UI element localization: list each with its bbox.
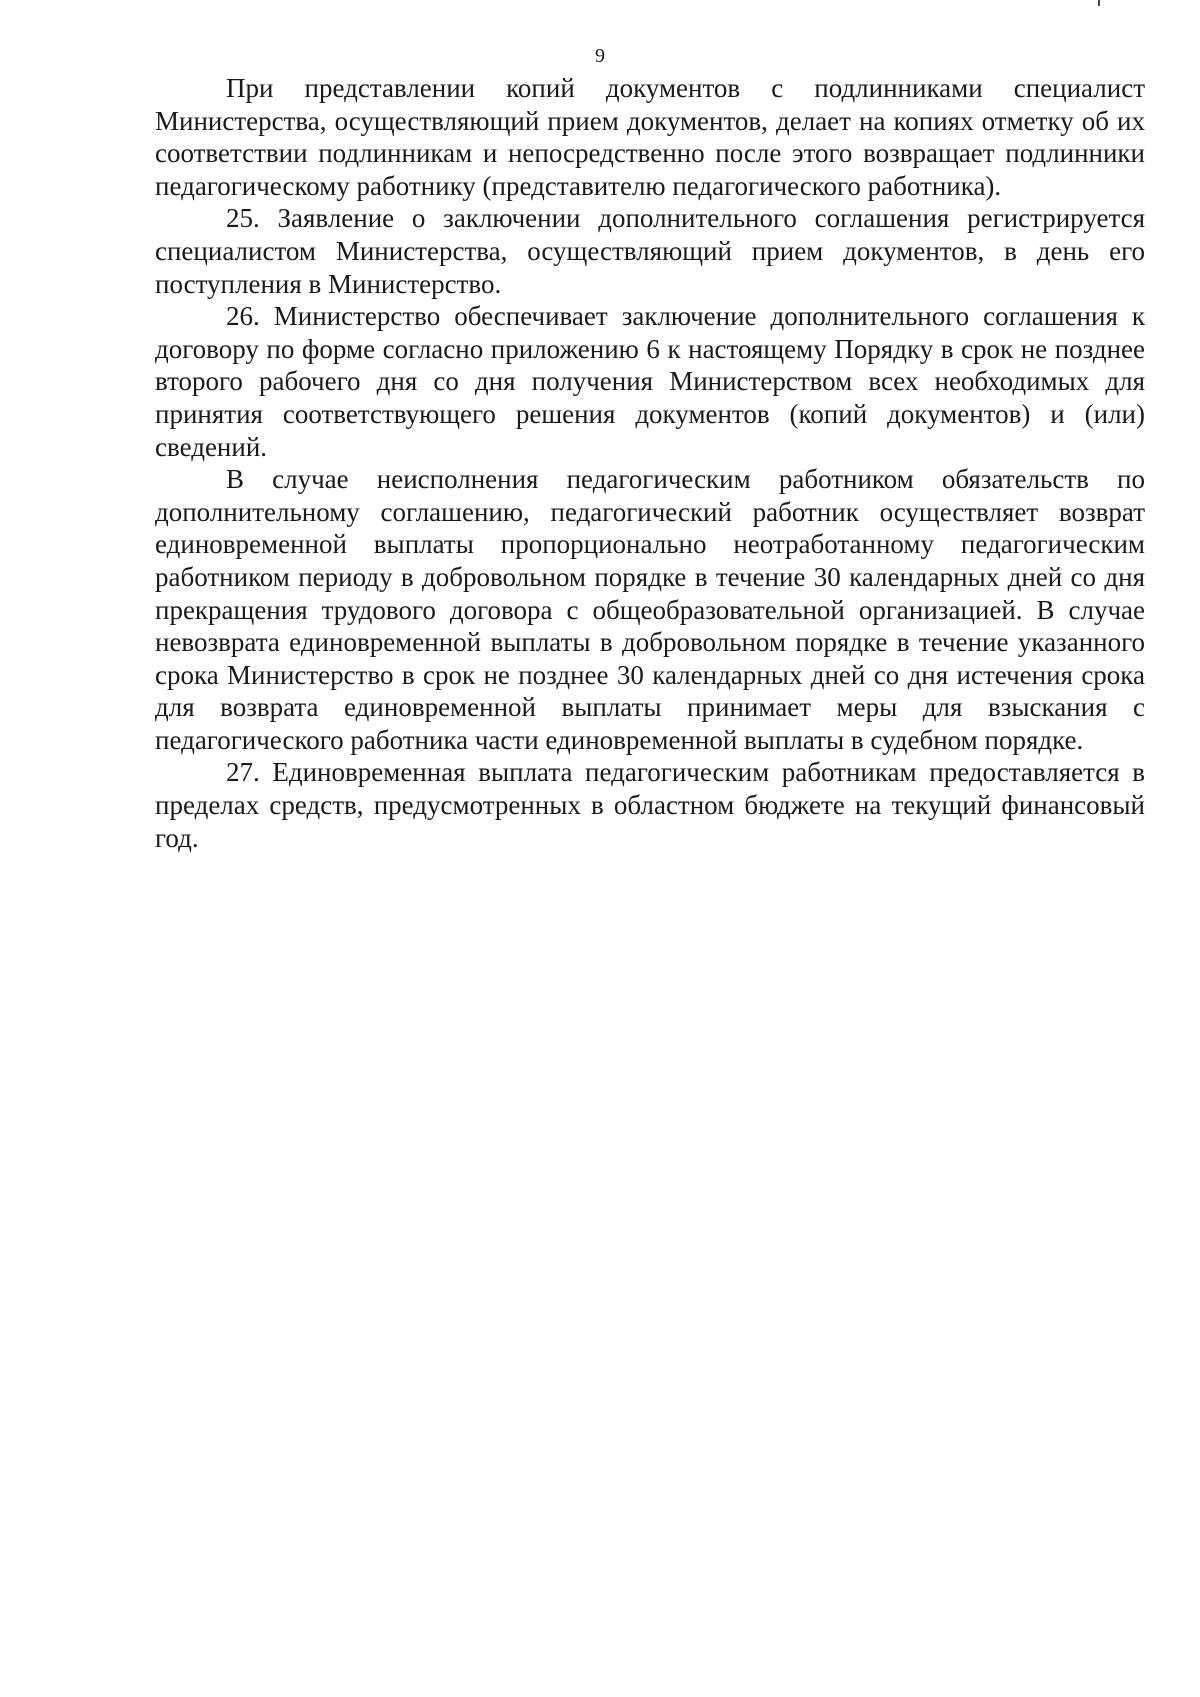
- paragraph-27-budget: 27. Единовременная выплата педагогическим работникам предоставляется в пределах средств, предусмотренных в областном бюджете на текущий финансовый год.: [155, 757, 1145, 853]
- paragraph-25-registration: 25. Заявление о заключении дополнительного соглашения регистрируется специалистом Министерства, осуществляющий прием документов, в день его поступления в Министерство.: [155, 203, 1145, 299]
- page-number: 9: [595, 45, 605, 67]
- paragraph-refund-obligation: В случае неисполнения педагогическим работником обязательств по дополнительному соглашению, педагогический работник осуществляет возврат единовременной выплаты пропорционально неотработанному педагогическим работником периоду в добровольном порядке в течение 30 календарных дней со дня прекращения трудового договора с общеобразовательной организацией. В случае невозврата единовременной выплаты в добровольном порядке в течение указанного срока Министерство в срок не позднее 30 календарных дней со дня истечения срока для возврата единовременной выплаты принимает меры для взыскания с педагогического работника части единовременной выплаты в судебном порядке.: [155, 464, 1145, 755]
- document-body: [155, 72, 1145, 854]
- scan-artifact-mark: [1098, 0, 1100, 6]
- paragraph-copies-verification: При представлении копий документов с подлинниками специалист Министерства, осуществляющий прием документов, делает на копиях отметку об их соответствии подлинникам и непосредственно после этого возвращает подлинники педагогическому работнику (представителю педагогического работника).: [155, 73, 1145, 201]
- paragraph-26-agreement: 26. Министерство обеспечивает заключение дополнительного соглашения к договору по форме согласно приложению 6 к настоящему Порядку в срок не позднее второго рабочего дня со дня получения Министерством всех необходимых для принятия соответствующего решения документов (копий документов) и (или) сведений.: [155, 301, 1145, 462]
